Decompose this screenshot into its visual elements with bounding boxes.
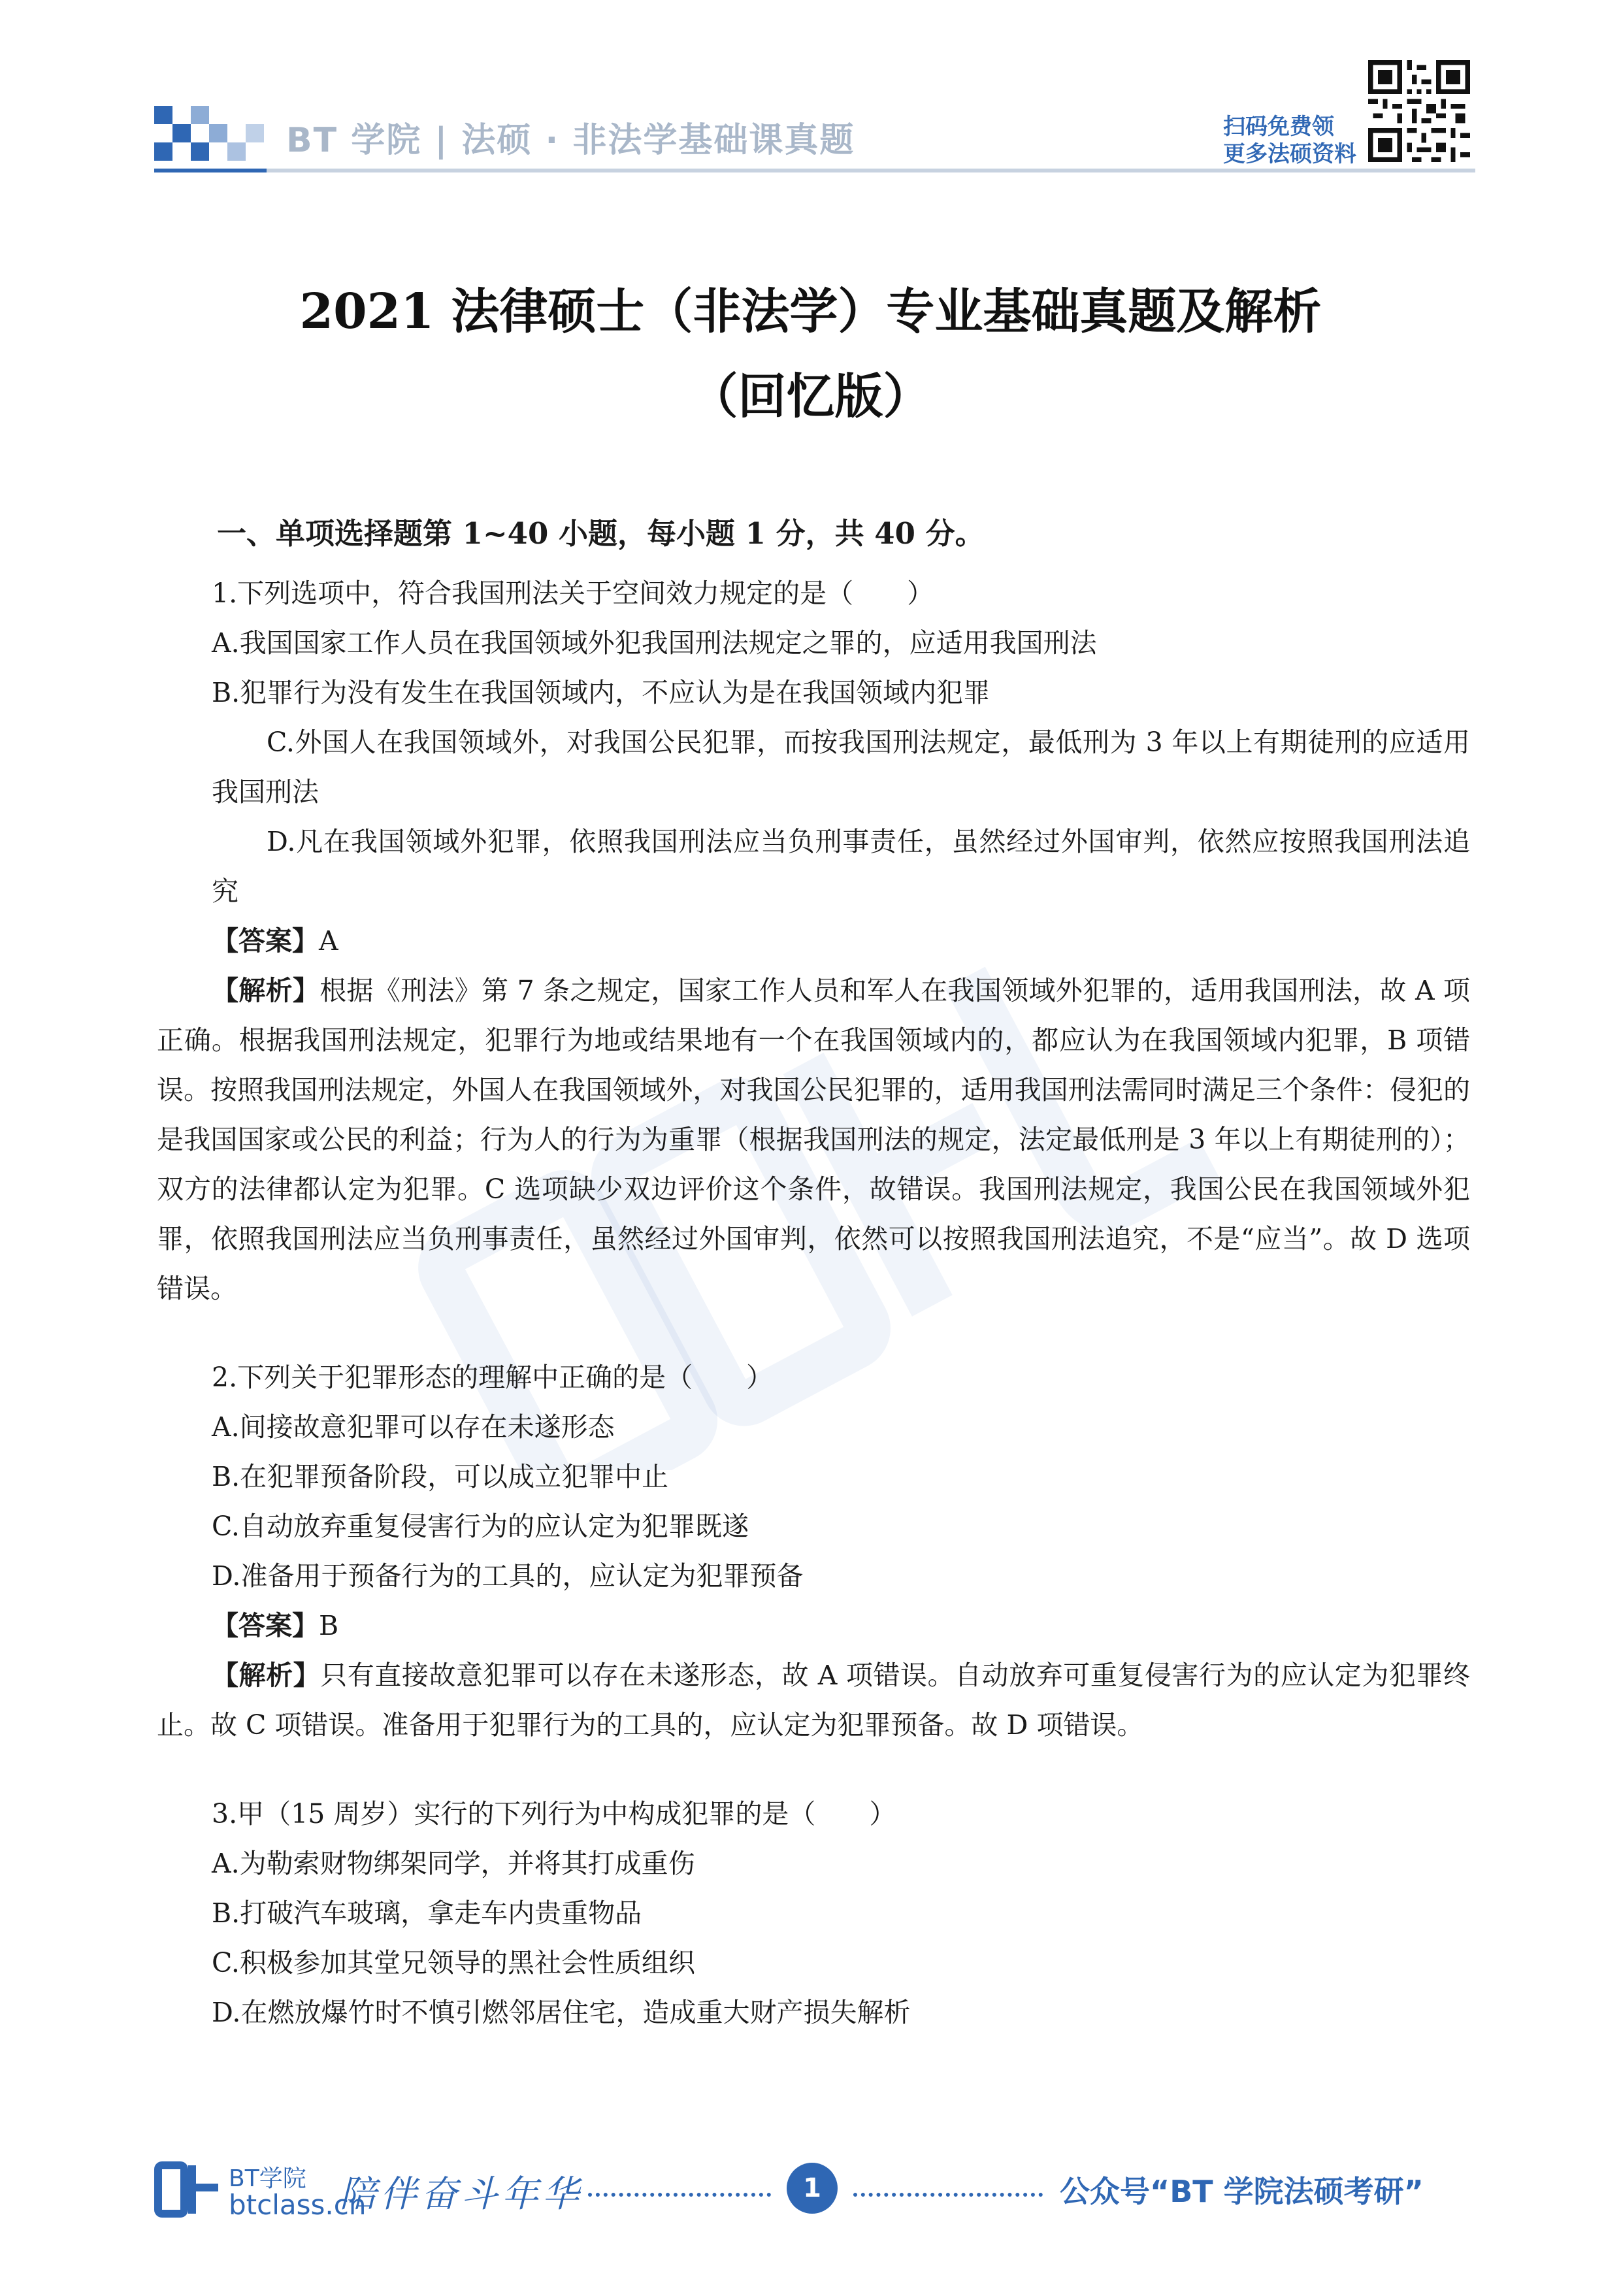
option-a: A.我国国家工作人员在我国领域外犯我国刑法规定之罪的，应适用我国刑法 bbox=[212, 627, 1097, 659]
page-header bbox=[0, 0, 1621, 196]
option-c: C.自动放弃重复侵害行为的应认定为犯罪既遂 bbox=[212, 1511, 749, 1542]
document-body bbox=[157, 510, 1470, 2037]
question-stem: 1.下列选项中，符合我国刑法关于空间效力规定的是（ ） bbox=[212, 578, 934, 609]
analysis-text: 根据《刑法》第 7 条之规定，国家工作人员和军人在我国领域外犯罪的，适用我国刑法，故 A 项正确。根据我国刑法规定，犯罪行为地或结果地有一个在我国领域内的，都应认为在我国领域内犯罪，B 项错误。按照我国刑法规定，外国人在我国领域外，对我国公民犯罪的，适用我国刑法需同时满足三个条件：侵犯的是我国国家或公民的利益；行为人的行为为重罪（根据我国刑法的规定，法定最低刑是 3 年以上有期徒刑的）；双方的法律都认定为犯罪。C 选项缺少双边评价这个条件，故错误。我国刑法规定，我国公民在我国领域外犯罪，依照我国刑法应当负刑事责任，虽然经过外国审判，依然可以按照我国刑法追究，不是“应当”。故 D 选项错误。 bbox=[157, 975, 1471, 1304]
footer-brand-url[interactable]: btclass.cn bbox=[229, 2189, 367, 2221]
header-rule bbox=[267, 169, 1475, 172]
answer-line bbox=[157, 916, 1470, 966]
footer-dotted-line-left bbox=[588, 2193, 771, 2197]
answer-label: 【答案】 bbox=[212, 925, 319, 957]
option-d: D.凡在我国领域外犯罪，依照我国刑法应当负刑事责任，虽然经过外国审判，依然应按照我国刑法追究 bbox=[212, 826, 1470, 907]
answer-line bbox=[157, 1601, 1470, 1650]
question-1 bbox=[157, 568, 1470, 1313]
footer-brand-name: BT学院 bbox=[229, 2165, 306, 2192]
question-3 bbox=[157, 1789, 1470, 2037]
header-brand-title: BT 学院 | 法硕 · 非法学基础课真题 bbox=[286, 121, 855, 160]
option-a: A.为勒索财物绑架同学，并将其打成重伤 bbox=[212, 1848, 695, 1879]
document-subtitle: （回忆版） bbox=[689, 369, 932, 425]
option-c: C.积极参加其堂兄领导的黑社会性质组织 bbox=[212, 1947, 695, 1978]
promo-text-line2: 更多法硕资料 bbox=[1223, 141, 1356, 167]
page-footer bbox=[0, 2124, 1621, 2254]
option-c: C.外国人在我国领域外，对我国公民犯罪，而按我国刑法规定，最低刑为 3 年以上有期徒刑的应适用我国刑法 bbox=[212, 727, 1470, 808]
bt-logo-icon bbox=[154, 2161, 222, 2218]
question-stem: 3.甲（15 周岁）实行的下列行为中构成犯罪的是（ ） bbox=[212, 1798, 896, 1829]
question-stem: 2.下列关于犯罪形态的理解中正确的是（ ） bbox=[212, 1362, 774, 1393]
question-2 bbox=[157, 1353, 1470, 1750]
section-heading: 一、单项选择题第 1~40 小题，每小题 1 分，共 40 分。 bbox=[217, 516, 985, 551]
analysis-paragraph bbox=[157, 1650, 1470, 1750]
option-d: D.在燃放爆竹时不慎引燃邻居住宅，造成重大财产损失解析 bbox=[212, 1997, 911, 2028]
analysis-text: 只有直接故意犯罪可以存在未遂形态，故 A 项错误。自动放弃可重复侵害行为的应认定为犯罪终止。故 C 项错误。准备用于犯罪行为的工具的，应认定为犯罪预备。故 D 项错误。 bbox=[157, 1660, 1470, 1741]
header-rule-accent bbox=[154, 169, 267, 172]
analysis-label: 【解析】 bbox=[212, 1660, 321, 1691]
analysis-label: 【解析】 bbox=[212, 975, 320, 1006]
option-b: B.犯罪行为没有发生在我国领域内，不应认为是在我国领域内犯罪 bbox=[212, 677, 991, 708]
footer-wechat-account: 公众号“BT 学院法硕考研” bbox=[1060, 2174, 1424, 2209]
option-d: D.准备用于预备行为的工具的，应认定为犯罪预备 bbox=[212, 1560, 804, 1592]
answer-value: A bbox=[319, 925, 338, 957]
promo-text-line1: 扫码免费领 bbox=[1223, 114, 1334, 140]
answer-value: B bbox=[319, 1610, 339, 1641]
answer-label: 【答案】 bbox=[212, 1610, 319, 1641]
analysis-paragraph bbox=[157, 966, 1470, 1313]
document-title: 2021 法律硕士（非法学）专业基础真题及解析 bbox=[299, 284, 1322, 340]
page-number-badge: 1 bbox=[787, 2163, 838, 2214]
option-b: B.打破汽车玻璃，拿走车内贵重物品 bbox=[212, 1897, 642, 1929]
footer-dotted-line-right bbox=[853, 2193, 1043, 2197]
qr-code-icon bbox=[1368, 60, 1470, 162]
brand-logo-blocks bbox=[154, 106, 265, 171]
option-a: A.间接故意犯罪可以存在未遂形态 bbox=[212, 1411, 615, 1443]
footer-slogan: 陪伴奋斗年华 bbox=[340, 2173, 583, 2216]
option-b: B.在犯罪预备阶段，可以成立犯罪中止 bbox=[212, 1461, 669, 1492]
